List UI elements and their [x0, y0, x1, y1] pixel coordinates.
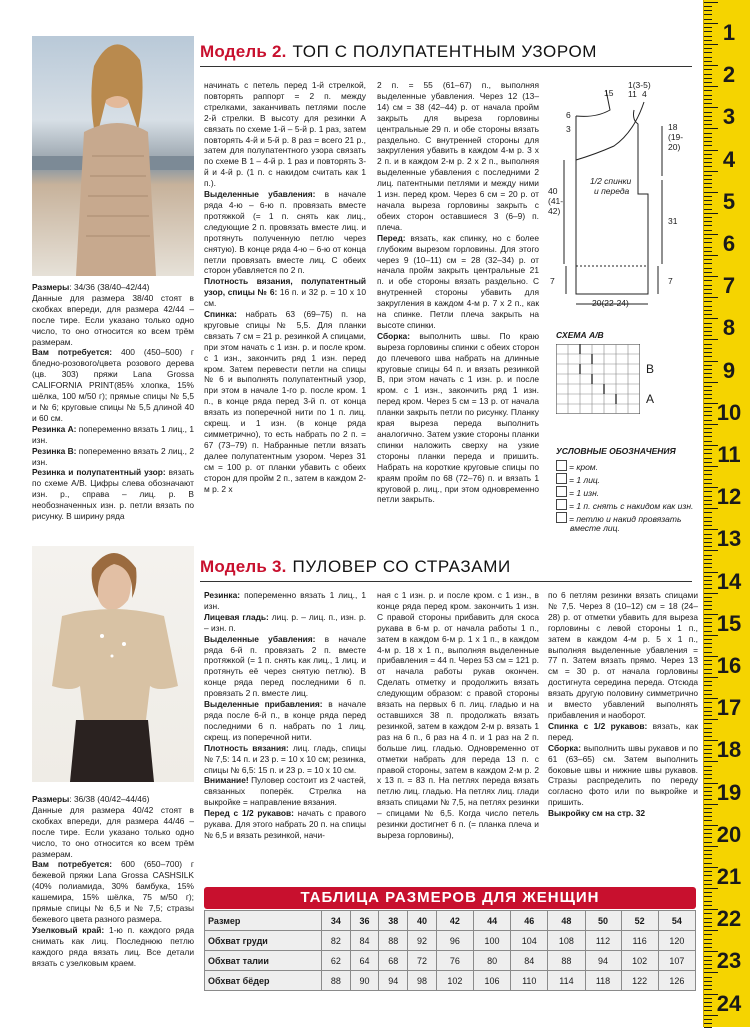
scheme-grid [556, 344, 640, 414]
ruler-tick [704, 2, 718, 3]
ruler-tick [704, 512, 712, 513]
ruler-tick [704, 981, 712, 982]
scheme-label-a: A [646, 392, 655, 406]
table-cell: 116 [621, 931, 658, 951]
paragraph-text: вязать по схеме А/В. Цифры слева обозначают изн. р., справа – лиц. р. В необозначенных изн. р. петли вязать по рисунку. В ширину ряда [32, 467, 195, 522]
model2-pattern-diagram [546, 76, 696, 316]
legend-item-3: = 1 изн. [556, 486, 599, 498]
ruler-tick [704, 348, 712, 349]
paragraph [204, 775, 366, 808]
table-cell: 44 [473, 911, 510, 931]
table-cell: 62 [322, 951, 351, 971]
paragraph-text: по 6 петлям резинки вязать спицами № 7,5. Через 8 (10–12) см = 18 (24–28) р. от отметки убавить для выреза горловины с левой стороны 1 п., затем в каждом 4-м р. 5 х 1 п., выполняя выделенные убавления = 77 п. Затем вязать прямо. Через 13 см = 30 р. от начала горловины достигнута середина переда. Отсюда вязать другую половину симметрично и вместо убавлений выполнять прибавления и наоборот. [548, 590, 698, 720]
table-cell: 126 [658, 971, 695, 991]
table-cell: 76 [436, 951, 473, 971]
ruler-tick [704, 605, 712, 606]
paragraph-text: 1-ю п. каждого ряда снимать как лиц. Последнюю петлю каждого ряда вязать лиц. Все детали вязать с узелковым краем. [32, 924, 194, 968]
table-cell: 104 [511, 931, 548, 951]
table-header-row [205, 911, 696, 931]
model2-column-1 [32, 282, 194, 522]
pattern-right-31: 31 [668, 216, 678, 226]
ruler-tick [704, 732, 712, 733]
pattern-height-40: 40 [548, 186, 558, 196]
legend-title: УСЛОВНЫЕ ОБОЗНАЧЕНИЯ [556, 446, 676, 456]
pattern-top-label: 1(3-5) [628, 80, 651, 90]
table-cell: 96 [436, 931, 473, 951]
paragraph [32, 424, 194, 446]
paragraph [377, 331, 539, 506]
ruler-tick [704, 766, 712, 767]
table-cell: 90 [350, 971, 379, 991]
ruler-tick [704, 896, 712, 897]
ruler-tick [704, 901, 712, 902]
pattern-left-7: 7 [550, 276, 555, 286]
paragraph-heading: Вам потребуется: [32, 347, 113, 358]
table-cell: 84 [350, 931, 379, 951]
ruler-tick [704, 90, 712, 91]
table-row-label: Обхват груди [205, 931, 322, 951]
table-cell: 118 [585, 971, 621, 991]
legend-item-5-cont: вместе лиц. [570, 523, 620, 533]
paragraph-text: вязать, как перед. [548, 720, 698, 742]
paragraph [548, 590, 698, 721]
ruler-number: 13 [716, 526, 742, 552]
legend [546, 446, 698, 536]
table-cell: 84 [511, 951, 548, 971]
paragraph-heading: Сборка: [548, 742, 581, 753]
paragraph [204, 743, 366, 776]
ruler-number: 4 [722, 146, 736, 172]
table-cell: 72 [408, 951, 437, 971]
model3-photo-illustration [32, 546, 194, 782]
ruler-tick [704, 137, 712, 138]
ruler-tick [704, 394, 712, 395]
table-row-label: Обхват талии [205, 951, 322, 971]
table-cell: 46 [511, 911, 548, 931]
ruler-number: 2 [722, 62, 736, 88]
table-cell: 106 [473, 971, 510, 991]
paragraph [32, 925, 194, 969]
ruler-number: 18 [716, 737, 742, 763]
ruler-tick [704, 685, 712, 686]
paragraph-text: попеременно вязать 2 лиц., 2 изн. [32, 445, 194, 467]
ruler-tick [704, 597, 712, 598]
pattern-height-40b: (41- [548, 196, 564, 206]
paragraph [204, 276, 366, 309]
paragraph-text: начинать с петель перед 1-й стрелкой, повторять раппорт = 2 п. между стрелками, заканчивать петлями после 2-й стрелки. В высоту для резинки А связать по схеме 1-й – 5-й р. 1 раз, затем повторять 4-й и 5-й р. 8 раз = всего 21 р., затем для полупатентного узора связать по схеме В 1 – 4-й р. 1 раз и повторять 3-й и 4-й р. (1 п. с накидом считать как 1 п.). [204, 80, 366, 189]
paragraph [204, 590, 366, 612]
paragraph-text: выполнить швы рукавов и по 61 (63–65) см. Затем выполнить боковые швы и нижние швы рукавов. Стразы распределить по переду согласно фото или по выкройке и пришить. [548, 742, 698, 808]
ruler-tick [704, 48, 712, 49]
table-row [205, 951, 696, 971]
table-cell: 120 [658, 931, 695, 951]
ruler-tick [704, 352, 712, 353]
paragraph [548, 808, 698, 819]
paragraph-heading: Плотность вязания, полупатентный узор, спицы № 6: [204, 276, 366, 298]
paragraph [32, 282, 194, 293]
model2-title [200, 40, 597, 64]
paragraph [204, 189, 366, 276]
ruler-tick [704, 390, 712, 391]
measuring-ruler [703, 0, 750, 1027]
paragraph [204, 309, 366, 494]
pattern-left-3: 3 [566, 124, 571, 134]
pattern-right-18b: (19- [668, 132, 684, 142]
paragraph [204, 80, 366, 189]
table-cell: 54 [658, 911, 695, 931]
ruler-tick [704, 639, 712, 640]
ruler-tick [704, 479, 712, 480]
ruler-tick [704, 770, 712, 771]
paragraph [32, 467, 194, 522]
ruler-number: 12 [716, 484, 742, 510]
paragraph-text: попеременно вязать 1 лиц., 1 изн. [204, 590, 366, 611]
ruler-tick [704, 943, 712, 944]
model2-title-rule [200, 66, 692, 67]
ruler-tick [704, 1019, 712, 1020]
ruler-tick [704, 808, 712, 809]
table-cell: 94 [585, 951, 621, 971]
paragraph-text: набрать 63 (69–75) п. на круговые спицы № 5,5. Для планки связать 7 см = 21 р. резинкой А спицами, при этом начать с 1 изн. р. и после кром. с 1 изн., закончить ряд 1 изн. перед кром. Затем перевести петли на спицы № 6 и выполнять полупатентный узор, при этом в начале 1-го р. после кром. 1 п., в конце ряда перед 3-й п. от конца вязать из поперечной нити по 1 п. лиц. скрещ. и 1 изн. (в конце ряда симметрично), то есть набрать по 2 п. = 67 (73–79) п. Набранные петли вязать далее полупатентным узором. Через 31 см = 100 р. от планки убавить с обеих сторон для пройм 2 п., затем в каждом 2-м р. 2 х [204, 309, 366, 494]
ruler-tick [704, 221, 712, 222]
paragraph [32, 293, 194, 348]
ruler-tick [704, 10, 712, 11]
legend-item-2: = 1 лиц. [556, 473, 600, 485]
ruler-tick [704, 57, 712, 58]
table-cell: 102 [436, 971, 473, 991]
paragraph-heading: Перед с 1/2 рукавов: [204, 808, 294, 819]
table-cell: 102 [621, 951, 658, 971]
ruler-number: 8 [722, 315, 736, 341]
paragraph-heading: Резинка В: [32, 445, 77, 456]
table-cell: 122 [621, 971, 658, 991]
pattern-right-7: 7 [668, 276, 673, 286]
table-cell: 40 [408, 911, 437, 931]
paragraph-heading: Спинка: [204, 309, 237, 320]
pattern-right-18c: 20) [668, 142, 681, 152]
paragraph-heading: Размеры [32, 794, 70, 804]
paragraph-heading: Перед: [377, 232, 406, 243]
pattern-top-label-2: 11 [628, 89, 637, 99]
ruler-number: 15 [716, 610, 742, 636]
model3-column-2 [204, 590, 366, 841]
ruler-number: 10 [716, 399, 742, 425]
ruler-tick [704, 470, 712, 471]
paragraph-text: Данные для размера 38/40 стоят в скобках впереди, для размера 42/44 – после тире. Если указано только одно число, то оно относится ко всем трём размерам. [32, 292, 194, 347]
ruler-tick [704, 268, 712, 269]
ruler-tick [704, 723, 712, 724]
paragraph-heading: Плотность вязания: [204, 742, 289, 753]
ruler-number: 9 [722, 357, 736, 383]
paragraph-heading: Лицевая гладь: [204, 611, 269, 622]
legend-item-4: = 1 п. снять с накидом как изн. [556, 499, 693, 511]
ruler-tick [704, 1023, 712, 1024]
model3-title-rule [200, 581, 692, 582]
table-row-label: Размер [205, 911, 322, 931]
paragraph [32, 794, 194, 805]
pattern-left-6: 6 [566, 110, 571, 120]
ruler-number: 14 [716, 568, 742, 594]
paragraph [377, 80, 539, 233]
size-table-grid [204, 910, 696, 991]
ruler-tick [704, 259, 712, 260]
ruler-tick [704, 774, 712, 775]
table-cell: 98 [408, 971, 437, 991]
paragraph-heading: Выкройку см на стр. 32 [548, 808, 646, 819]
paragraph-heading: Резинка и полупатентный узор: [32, 467, 166, 478]
ruler-tick [704, 728, 712, 729]
table-cell: 42 [436, 911, 473, 931]
ruler-number: 24 [716, 990, 742, 1016]
ruler-number: 19 [716, 779, 742, 805]
table-cell: 36 [350, 911, 379, 931]
model3-name: ПУЛОВЕР СО СТРАЗАМИ [292, 557, 511, 576]
ruler-tick [704, 559, 712, 560]
table-cell: 52 [621, 911, 658, 931]
paragraph [204, 634, 366, 699]
ruler-number: 21 [716, 864, 742, 889]
paragraph-text: 600 (650–700) г бежевой пряжи Lana Grossa CASHSILK (40% полиамида, 30% бамбука, 15% кашемира, 15% шёлка, 75 м/50 г); прямые спицы № 6,5 и № 7,5; стразы бежевого цвета разного размера. [32, 859, 194, 924]
table-row [205, 931, 696, 951]
ruler-tick [704, 6, 712, 7]
paragraph-text: в начале ряда после 6-й п., в конце ряда перед последними 6 п. набрать по 1 лиц. скрещ. из поперечной нити. [204, 699, 366, 742]
ruler-tick [704, 555, 712, 556]
ruler-tick [704, 95, 712, 96]
ruler-tick [704, 133, 712, 134]
paragraph [32, 859, 194, 924]
table-cell: 88 [548, 951, 585, 971]
table-cell: 112 [585, 931, 621, 951]
ruler-number: 1 [722, 20, 736, 45]
ruler-number: 3 [722, 104, 736, 130]
paragraph-heading: Внимание! [204, 775, 249, 786]
pattern-height-40c: 42) [548, 206, 561, 216]
model3-photo [32, 546, 194, 782]
paragraph-heading: Выделенные убавления: [204, 633, 316, 644]
model2-column-2 [204, 80, 366, 494]
paragraph-text: лиц. гладь, спицы № 7,5: 14 п. и 23 р. = 10 х 10 см; резинка, спицы № 6,5: 15 п. и 23 р. = 10 х 10 см. [204, 742, 366, 775]
paragraph [204, 612, 366, 634]
scheme-title: СХЕМА А/В [556, 330, 604, 340]
model3-number: Модель 3. [200, 557, 287, 576]
paragraph-text: 400 (450–500) г бледно-розового/цвета розового дерева (цв. 303) пряжи Lana Grossa CALIFORNIA PRINT(85% хлопка, 15% шёлка, 100 м/50 г); прямые спицы № 5,5 и № 6; круговые спицы № 5,5 длиной 40 и 60 см. [32, 347, 194, 423]
paragraph-text: : 36/38 (40/42–44/46) [69, 794, 150, 804]
ruler-tick [704, 306, 712, 307]
ruler-tick [704, 141, 712, 142]
paragraph-text: лиц. р. – лиц. п., изн. р. – изн. п. [204, 611, 366, 633]
size-table-title: ТАБЛИЦА РАЗМЕРОВ ДЛЯ ЖЕНЩИН [204, 887, 696, 909]
paragraph-heading: Сборка: [377, 330, 410, 341]
ruler-tick [704, 939, 712, 940]
pattern-label-2: и переда [594, 186, 630, 196]
table-cell: 34 [322, 911, 351, 931]
paragraph-text: попеременно вязать 1 лиц., 1 изн. [32, 423, 194, 445]
size-table [204, 910, 696, 991]
ruler-tick [704, 812, 712, 813]
paragraph-heading: Размеры [32, 282, 70, 292]
ruler-number: 6 [722, 231, 736, 256]
ruler-tick [704, 436, 712, 437]
ruler-tick [704, 217, 712, 218]
ruler-tick [704, 977, 712, 978]
pattern-bottom-width: 20(22-24) [592, 298, 629, 308]
paragraph-text: вязать, как спинку, но с более глубоким вырезом горловины. Для этого через 9 (10–11) см = 28 (32–34) р. от начала пройм закрыть центральные 21 п. и обе стороны вязать раздельно. С внутренней стороны убавить для закругления в каждом 4-м р. 7 х 2 п., как на спинке. Петли плеча закрыть на высоте спинки. [377, 232, 539, 330]
paragraph [548, 743, 698, 808]
paragraph-text: Данные для размера 40/42 стоят в скобках впереди, для размера 44/46 – после тире. Если указано только одно число, то оно относится ко всем трём размерам. [32, 804, 194, 859]
ruler-tick [704, 14, 712, 15]
table-cell: 107 [658, 951, 695, 971]
ruler-tick [704, 892, 712, 893]
table-cell: 38 [379, 911, 408, 931]
table-row [205, 971, 696, 991]
ruler-tick [704, 263, 712, 264]
paragraph-heading: Резинка: [204, 590, 241, 600]
ruler-tick [704, 432, 712, 433]
ruler-tick [704, 344, 712, 345]
paragraph-text: в начале ряда 4-ю – 6-ю п. провязать вместе протяжкой (= 1 п. снять как лиц., следующие 2 п. провязать вместе лиц. и протянуть полученную петлю через снятую). В конце ряда 4-ю – 6-ю от конца петли провязать вместе лиц. С обеих сторон убавляется по 2 п. [204, 189, 366, 276]
paragraph-text: Пуловер состоит из 2 частей, связанных поперёк. Стрелка на выкройке = направление вязания. [204, 775, 366, 808]
table-cell: 110 [511, 971, 548, 991]
paragraph-text: 16 п. и 32 р. = 10 х 10 см. [204, 287, 366, 309]
paragraph [377, 590, 539, 841]
paragraph [32, 446, 194, 468]
ruler-tick [704, 310, 712, 311]
paragraph [32, 347, 194, 423]
ruler-number: 11 [717, 442, 741, 467]
paragraph-text: начать с правого рукава. Для этого набрать 20 п. на спицы № 6,5 и вязать резинкой, начи- [204, 808, 366, 840]
ruler-tick [704, 934, 712, 935]
table-row-label: Обхват бёдер [205, 971, 322, 991]
table-cell: 114 [548, 971, 585, 991]
ruler-tick [704, 850, 712, 851]
model2-photo-illustration [32, 36, 194, 276]
table-cell: 92 [408, 931, 437, 951]
paragraph-heading: Вам потребуется: [32, 859, 113, 870]
table-cell: 68 [379, 951, 408, 971]
table-cell: 48 [548, 911, 585, 931]
ruler-tick [704, 386, 712, 387]
ruler-tick [704, 99, 712, 100]
ruler-tick [704, 301, 712, 302]
ruler-number: 17 [716, 695, 742, 721]
ruler-tick [704, 428, 712, 429]
model2-name: ТОП С ПОЛУПАТЕНТНЫМ УЗОРОМ [292, 42, 598, 61]
paragraph [377, 233, 539, 331]
legend-item-5: = петлю и накид провязать [556, 512, 681, 524]
pattern-top-label-3: 4 [642, 89, 647, 99]
paragraph-text: ная с 1 изн. р. и после кром. с 1 изн., в конце ряда перед кром. закончить 1 изн. С правой стороны прибавить для скоса рукава в 6-м р. от начала работы 1 п., затем в каждом 6-м р. 1 х 1 п., в каждом 4-м р. 18 х 1 п., выполняя выделенные прибавления = 44 п. Через 53 см = 121 р. от начала работы рукав окончен. Сделать отметку и продолжить вязать следующим образом: с правой стороны вязать на первых 6 п. лиц. гладью и на оставшихся 38 п. продолжать вязать резинкой, затем в каждом 2-м р. вязать 1 раз на 6 п., 6 раз на 4 п. и 1 раз на 2 п. больше лиц. гладью. Одновременно от отметки набрать для переда 13 п. с правой стороны, затем в каждом 2-м р. 2 х 13 п. = 83 п. На петлях переда вязать петлю лиц. гладью. На петлях лиц. глади вязать спицами № 7,5, на петлях резинки – спицами № 6,5. Когда число петель резинки достигнет 6 п. (= планка плеча и выреза горловины), [377, 590, 539, 840]
ruler-number: 16 [716, 653, 742, 678]
ruler-number: 5 [722, 188, 736, 214]
table-cell: 100 [473, 931, 510, 951]
paragraph-heading: Выделенные убавления: [204, 189, 316, 200]
ruler-tick [704, 179, 712, 180]
table-cell: 80 [473, 951, 510, 971]
ruler-tick [704, 563, 712, 564]
model2-number: Модель 2. [200, 42, 287, 61]
paragraph-text: выполнить швы. По краю выреза горловины спинки с обеих сторон до плечевого шва набрать на длинные круговые спицы 64 п. и вязать резинкой В, при этом начать с 1 изн. р. и после кром. с 1 изн., закончить ряд 1 изн. перед кром. Через 5 см = 13 р. от начала планки закрыть петли по рисунку. Планку края выреза переда выполнить аналогично. Затем узкие стороны планки спинки наложить сверху на узкие стороны планки переда и пришить. Набрать на короткие круговые спицы по краям пройм по 68 (72–76) п. и вязать 1 круговой р. лиц., при этом одновременно петли закрыть. [377, 330, 539, 505]
table-cell: 50 [585, 911, 621, 931]
ruler-tick [704, 985, 712, 986]
ruler-tick [704, 854, 712, 855]
model2-photo [32, 36, 194, 276]
paragraph [32, 805, 194, 860]
ruler-tick [704, 858, 712, 859]
ruler-tick [704, 474, 712, 475]
ruler-tick [704, 816, 712, 817]
ruler-tick [704, 690, 712, 691]
model3-column-3 [377, 590, 539, 841]
paragraph-text: 2 п. = 55 (61–67) п., выполняя выделенные убавления. Через 12 (13–14) см = 38 (42–44) р. от начала пройм закрыть для выреза горловины центральные 29 п. и обе стороны вязать раздельно. С внутренней стороны для закругления убавить в каждом 4-м р. 3 х 2 п. и в каждом 2-м р. 2 х 2 п., выполняя выделенные убавления с последними 2 лиц. патентными петлями и между ними 1 изн. перед кром. Через 6 см = 20 р. от начала выреза горловины закрыть с обеих сторон оставшиеся 3 (6–9) п. плеча. [377, 80, 539, 232]
legend-item-1: = кром. [556, 460, 598, 472]
table-cell: 64 [350, 951, 379, 971]
paragraph-text: в начале ряда 6-й п. провязать 2 п. вместе протяжкой (= 1 п. снять как лиц., 1 лиц. и протянуть её через снятую петлю). В конце ряда перед последними 6 п. провязать 2 п. вместе лиц. [204, 633, 366, 699]
ruler-tick [704, 647, 712, 648]
ruler-tick [704, 517, 712, 518]
ruler-tick [704, 521, 712, 522]
scheme-label-b: B [646, 362, 655, 376]
ruler-tick [704, 601, 712, 602]
paragraph-heading: Выделенные прибавления: [204, 699, 323, 710]
scheme-ab [546, 330, 696, 440]
ruler-tick [704, 52, 712, 53]
ruler-number: 23 [716, 948, 742, 974]
pattern-right-18: 18 [668, 122, 678, 132]
pattern-width-15: 15 [604, 88, 614, 98]
model3-column-4 [548, 590, 698, 819]
model3-column-1 [32, 794, 194, 969]
ruler-number: 7 [722, 273, 736, 299]
ruler-number: 20 [716, 821, 742, 847]
paragraph-heading: Узелковый край: [32, 924, 105, 935]
table-cell: 88 [322, 971, 351, 991]
paragraph-text: : 34/36 (38/40–42/44) [69, 282, 150, 292]
ruler-number: 22 [716, 906, 742, 932]
table-cell: 108 [548, 931, 585, 951]
paragraph-heading: Резинка А: [32, 423, 77, 434]
ruler-tick [704, 183, 712, 184]
model2-column-3 [377, 80, 539, 505]
ruler-tick [704, 643, 712, 644]
model3-title [200, 555, 511, 579]
paragraph [204, 699, 366, 743]
paragraph-heading: Спинка с 1/2 рукавов: [548, 720, 648, 731]
pattern-label-1: 1/2 спинки [590, 176, 632, 186]
table-cell: 88 [379, 931, 408, 951]
paragraph [548, 721, 698, 743]
paragraph [204, 808, 366, 841]
table-cell: 82 [322, 931, 351, 951]
table-cell: 94 [379, 971, 408, 991]
ruler-tick [704, 681, 712, 682]
ruler-tick [704, 225, 712, 226]
ruler-tick [704, 175, 712, 176]
